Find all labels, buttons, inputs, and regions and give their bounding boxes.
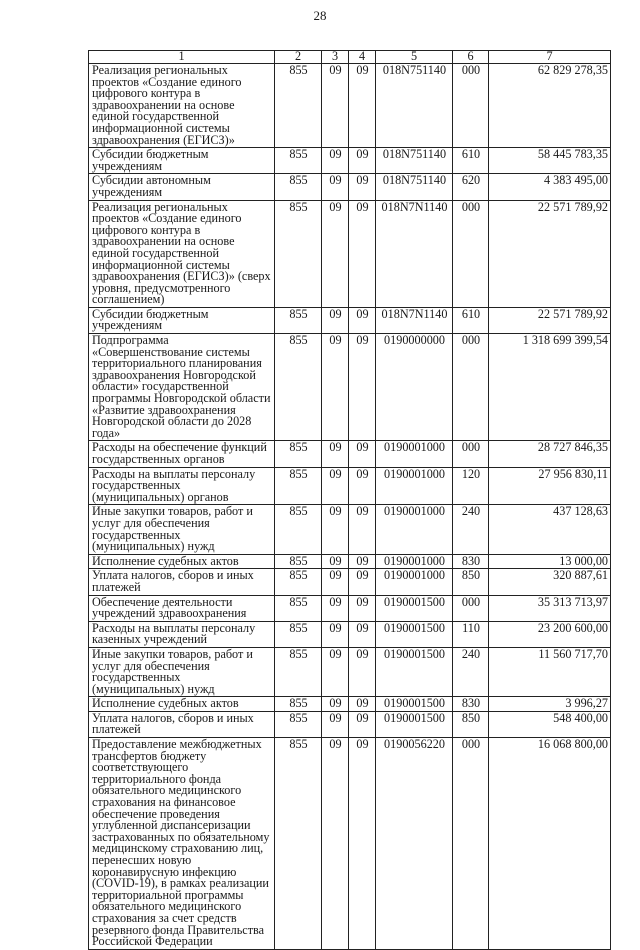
- target-article-cell: 0190000000: [376, 334, 453, 441]
- section-code-cell: 09: [322, 307, 349, 333]
- table-row: [89, 307, 611, 333]
- table-row: [89, 467, 611, 505]
- amount-cell: 27 956 830,11: [489, 467, 611, 505]
- amount-cell: 11 560 717,70: [489, 647, 611, 696]
- row-name-cell: Исполнение судебных актов: [89, 554, 275, 569]
- target-article-cell: 018N751140: [376, 148, 453, 174]
- column-header: 1: [89, 51, 275, 64]
- admin-code-cell: 855: [275, 148, 322, 174]
- section-code-cell: 09: [322, 569, 349, 595]
- target-article-cell: 0190001500: [376, 595, 453, 621]
- section-code-cell: 09: [322, 174, 349, 200]
- table-row: [89, 554, 611, 569]
- table-row: [89, 738, 611, 950]
- expense-type-cell: 000: [453, 64, 489, 148]
- table-row: [89, 647, 611, 696]
- admin-code-cell: 855: [275, 554, 322, 569]
- table-row: [89, 569, 611, 595]
- row-name-cell: Обеспечение деятельности учреждений здравоохранения: [89, 595, 275, 621]
- target-article-cell: 0190001500: [376, 647, 453, 696]
- target-article-cell: 018N7N1140: [376, 200, 453, 307]
- page-number: 28: [313, 8, 327, 23]
- section-code-cell: 09: [322, 200, 349, 307]
- amount-cell: 22 571 789,92: [489, 307, 611, 333]
- section-code-cell: 09: [322, 647, 349, 696]
- target-article-cell: 0190056220: [376, 738, 453, 950]
- column-header: 3: [322, 51, 349, 64]
- column-header: 7: [489, 51, 611, 64]
- admin-code-cell: 855: [275, 738, 322, 950]
- header-row: [89, 51, 611, 64]
- subsection-code-cell: 09: [349, 200, 376, 307]
- row-name-cell: Субсидии бюджетным учреждениям: [89, 148, 275, 174]
- subsection-code-cell: 09: [349, 569, 376, 595]
- expense-type-cell: 830: [453, 554, 489, 569]
- amount-cell: 3 996,27: [489, 697, 611, 712]
- row-name-cell: Субсидии автономным учреждениям: [89, 174, 275, 200]
- section-code-cell: 09: [322, 148, 349, 174]
- expense-type-cell: 850: [453, 569, 489, 595]
- row-name-cell: Уплата налогов, сборов и иных платежей: [89, 711, 275, 737]
- target-article-cell: 018N751140: [376, 64, 453, 148]
- admin-code-cell: 855: [275, 441, 322, 467]
- amount-cell: 35 313 713,97: [489, 595, 611, 621]
- section-code-cell: 09: [322, 334, 349, 441]
- amount-cell: 1 318 699 399,54: [489, 334, 611, 441]
- admin-code-cell: 855: [275, 569, 322, 595]
- expense-type-cell: 110: [453, 621, 489, 647]
- target-article-cell: 0190001500: [376, 711, 453, 737]
- row-name-cell: Уплата налогов, сборов и иных платежей: [89, 569, 275, 595]
- row-name-cell: Предоставление межбюджетных трансфертов бюджету соответствующего территориального фонда обязательного медицинского страхования на финансовое обеспечение проведения углубленной диспансеризации застрахованных по обязательному медицинскому страхованию лиц, перенесших новую коронавирусную инфекцию (COVID-19), в рамках реализации территориальной программы обязательного медицинского страхования за счет средств резервного фонда Правительства Российской Федерации: [89, 738, 275, 950]
- expense-type-cell: 000: [453, 441, 489, 467]
- target-article-cell: 018N751140: [376, 174, 453, 200]
- expense-type-cell: 000: [453, 595, 489, 621]
- admin-code-cell: 855: [275, 595, 322, 621]
- row-name-cell: Подпрограмма «Совершенствование системы территориального планирования здравоохранения Новгородской области» государственной программы Новгородской области «Развитие здравоохранения Новгородской области до 2028 года»: [89, 334, 275, 441]
- table-row: [89, 711, 611, 737]
- row-name-cell: Расходы на выплаты персоналу государственных (муниципальных) органов: [89, 467, 275, 505]
- amount-cell: 13 000,00: [489, 554, 611, 569]
- row-name-cell: Субсидии бюджетным учреждениям: [89, 307, 275, 333]
- table-row: [89, 64, 611, 148]
- table-row: [89, 148, 611, 174]
- section-code-cell: 09: [322, 711, 349, 737]
- row-name-cell: Иные закупки товаров, работ и услуг для обеспечения государственных (муниципальных) нужд: [89, 647, 275, 696]
- admin-code-cell: 855: [275, 467, 322, 505]
- subsection-code-cell: 09: [349, 307, 376, 333]
- expense-type-cell: 240: [453, 505, 489, 554]
- expense-type-cell: 000: [453, 738, 489, 950]
- amount-cell: 28 727 846,35: [489, 441, 611, 467]
- table-row: [89, 200, 611, 307]
- expense-type-cell: 850: [453, 711, 489, 737]
- amount-cell: 4 383 495,00: [489, 174, 611, 200]
- target-article-cell: 0190001000: [376, 554, 453, 569]
- table-row: [89, 505, 611, 554]
- column-header: 6: [453, 51, 489, 64]
- table-row: [89, 621, 611, 647]
- expense-type-cell: 610: [453, 148, 489, 174]
- expense-type-cell: 610: [453, 307, 489, 333]
- table-row: [89, 334, 611, 441]
- subsection-code-cell: 09: [349, 148, 376, 174]
- subsection-code-cell: 09: [349, 738, 376, 950]
- admin-code-cell: 855: [275, 647, 322, 696]
- section-code-cell: 09: [322, 554, 349, 569]
- subsection-code-cell: 09: [349, 595, 376, 621]
- row-name-cell: Исполнение судебных актов: [89, 697, 275, 712]
- expense-type-cell: 000: [453, 200, 489, 307]
- expense-type-cell: 830: [453, 697, 489, 712]
- target-article-cell: 0190001000: [376, 441, 453, 467]
- row-name-cell: Реализация региональных проектов «Создание единого цифрового контура в здравоохранении на основе единой государственной информационной системы здравоохранения (ЕГИСЗ)»: [89, 64, 275, 148]
- column-header: 2: [275, 51, 322, 64]
- subsection-code-cell: 09: [349, 621, 376, 647]
- subsection-code-cell: 09: [349, 505, 376, 554]
- admin-code-cell: 855: [275, 334, 322, 441]
- expense-type-cell: 000: [453, 334, 489, 441]
- subsection-code-cell: 09: [349, 711, 376, 737]
- amount-cell: 320 887,61: [489, 569, 611, 595]
- row-name-cell: Реализация региональных проектов «Создание единого цифрового контура в здравоохранении на основе единой государственной информационной системы здравоохранения (ЕГИСЗ)» (сверх уровня, предусмотренного соглашением): [89, 200, 275, 307]
- amount-cell: 16 068 800,00: [489, 738, 611, 950]
- section-code-cell: 09: [322, 738, 349, 950]
- column-header: 4: [349, 51, 376, 64]
- subsection-code-cell: 09: [349, 334, 376, 441]
- target-article-cell: 0190001000: [376, 569, 453, 595]
- table-row: [89, 174, 611, 200]
- column-header: 5: [376, 51, 453, 64]
- budget-table: [88, 50, 611, 950]
- table-row: [89, 441, 611, 467]
- target-article-cell: 0190001500: [376, 621, 453, 647]
- expense-type-cell: 620: [453, 174, 489, 200]
- amount-cell: 58 445 783,35: [489, 148, 611, 174]
- row-name-cell: Расходы на выплаты персоналу казенных учреждений: [89, 621, 275, 647]
- row-name-cell: Иные закупки товаров, работ и услуг для обеспечения государственных (муниципальных) нужд: [89, 505, 275, 554]
- subsection-code-cell: 09: [349, 647, 376, 696]
- amount-cell: 22 571 789,92: [489, 200, 611, 307]
- section-code-cell: 09: [322, 441, 349, 467]
- subsection-code-cell: 09: [349, 441, 376, 467]
- amount-cell: 23 200 600,00: [489, 621, 611, 647]
- expense-type-cell: 120: [453, 467, 489, 505]
- amount-cell: 548 400,00: [489, 711, 611, 737]
- expense-type-cell: 240: [453, 647, 489, 696]
- subsection-code-cell: 09: [349, 64, 376, 148]
- table-row: [89, 697, 611, 712]
- admin-code-cell: 855: [275, 697, 322, 712]
- section-code-cell: 09: [322, 595, 349, 621]
- admin-code-cell: 855: [275, 621, 322, 647]
- target-article-cell: 0190001000: [376, 505, 453, 554]
- section-code-cell: 09: [322, 64, 349, 148]
- section-code-cell: 09: [322, 621, 349, 647]
- admin-code-cell: 855: [275, 307, 322, 333]
- subsection-code-cell: 09: [349, 467, 376, 505]
- section-code-cell: 09: [322, 467, 349, 505]
- subsection-code-cell: 09: [349, 174, 376, 200]
- amount-cell: 62 829 278,35: [489, 64, 611, 148]
- section-code-cell: 09: [322, 505, 349, 554]
- target-article-cell: 0190001000: [376, 467, 453, 505]
- admin-code-cell: 855: [275, 200, 322, 307]
- target-article-cell: 0190001500: [376, 697, 453, 712]
- section-code-cell: 09: [322, 697, 349, 712]
- target-article-cell: 018N7N1140: [376, 307, 453, 333]
- subsection-code-cell: 09: [349, 697, 376, 712]
- row-name-cell: Расходы на обеспечение функций государственных органов: [89, 441, 275, 467]
- amount-cell: 437 128,63: [489, 505, 611, 554]
- admin-code-cell: 855: [275, 711, 322, 737]
- subsection-code-cell: 09: [349, 554, 376, 569]
- admin-code-cell: 855: [275, 64, 322, 148]
- admin-code-cell: 855: [275, 174, 322, 200]
- table-row: [89, 595, 611, 621]
- admin-code-cell: 855: [275, 505, 322, 554]
